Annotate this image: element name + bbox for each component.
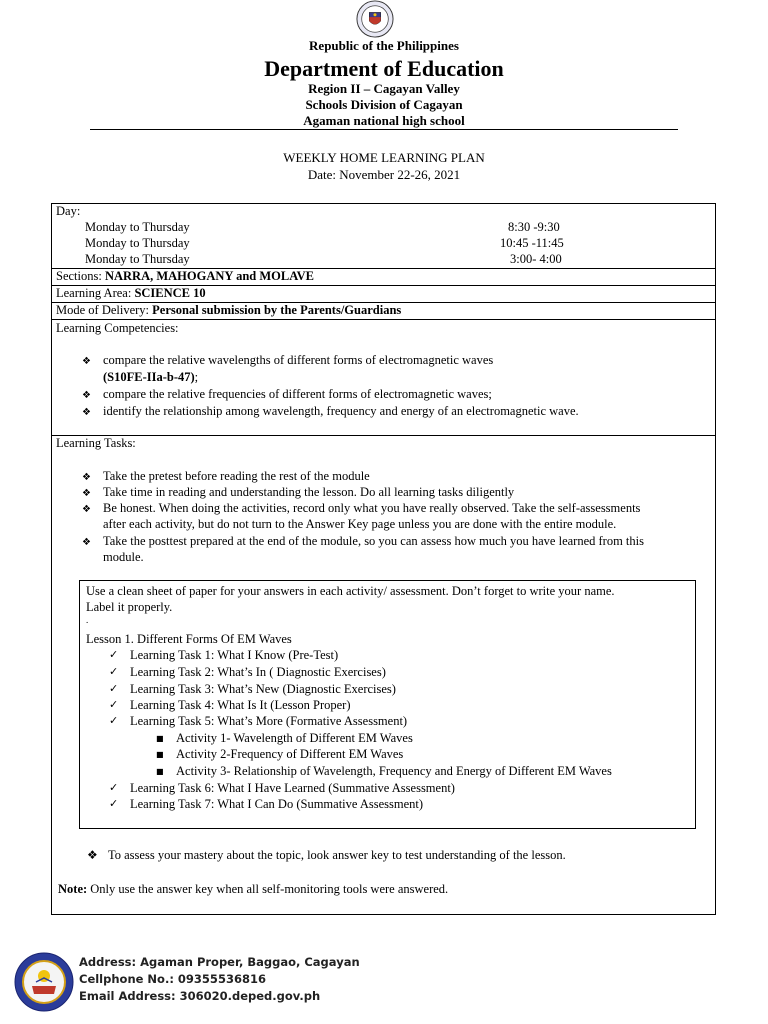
diamond-bullet-icon: ❖ [87, 848, 98, 862]
instructions-line: Use a clean sheet of paper for your answers in each activity/ assessment. Don’t forget to write your name. [86, 584, 615, 598]
learning-task-item: Learning Task 7: What I Can Do (Summative Assessment) [130, 797, 424, 811]
learning-area-label: Learning Area: [56, 286, 132, 300]
schedule-time: 10:45 -11:45 [500, 236, 564, 250]
schedule-day: Monday to Thursday [85, 220, 190, 234]
learning-task-item: Learning Task 5: What’s More (Formative Assessment) [130, 714, 408, 728]
footer-email: Email Address: 306020.deped.gov.ph [79, 989, 321, 1003]
competency-code-suffix: ; [194, 370, 199, 384]
footer-address: Address: Agaman Proper, Baggao, Cagayan [79, 955, 360, 969]
note-row [58, 881, 448, 897]
header-divider [90, 129, 678, 130]
diamond-bullet-icon: ❖ [82, 488, 91, 499]
sections-value: NARRA, MAHOGANY and MOLAVE [104, 269, 315, 283]
school-seal-icon [14, 952, 74, 1012]
competency-item: compare the relative frequencies of different forms of electromagnetic waves; [103, 387, 492, 401]
schedule-day: Monday to Thursday [85, 236, 190, 250]
task-item: Take the pretest before reading the rest of the module [103, 469, 370, 483]
delivery-row [56, 302, 401, 318]
checkmark-icon: ✓ [109, 648, 119, 661]
diamond-bullet-icon: ❖ [82, 504, 91, 515]
checkmark-icon: ✓ [109, 797, 119, 810]
schedule-time: 8:30 -9:30 [508, 220, 560, 234]
checkmark-icon: ✓ [109, 714, 119, 727]
delivery-value: Personal submission by the Parents/Guardians [152, 303, 402, 317]
learning-area-row [56, 285, 206, 301]
diamond-bullet-icon: ❖ [82, 390, 91, 401]
activity-item: Activity 3- Relationship of Wavelength, Frequency and Energy of Different EM Waves [176, 764, 612, 778]
learning-task-item: Learning Task 6: What I Have Learned (Summative Assessment) [130, 781, 455, 795]
lesson-title: Lesson 1. Different Forms Of EM Waves [86, 632, 292, 646]
task-item-continued: module. [103, 550, 144, 564]
learning-area-value: SCIENCE 10 [134, 286, 206, 300]
task-item: Take the posttest prepared at the end of the module, so you can assess how much you have learned from this [103, 534, 644, 548]
delivery-label: Mode of Delivery: [56, 303, 150, 317]
learning-task-item: Learning Task 3: What’s New (Diagnostic Exercises) [130, 682, 396, 696]
row-divider [51, 435, 716, 436]
learning-task-item: Learning Task 1: What I Know (Pre-Test) [130, 648, 339, 662]
mastery-text: To assess your mastery about the topic, look answer key to test understanding of the lesson. [108, 848, 566, 862]
republic-line: Republic of the Philippines [309, 38, 459, 53]
task-item: Be honest. When doing the activities, record only what you have really observed. Take the self-assessments [103, 501, 641, 515]
diamond-bullet-icon: ❖ [82, 407, 91, 418]
note-label: Note: [58, 882, 88, 896]
competency-item: compare the relative wavelengths of different forms of electromagnetic waves [103, 353, 494, 367]
learning-task-item: Learning Task 2: What’s In ( Diagnostic Exercises) [130, 665, 386, 679]
region-line: Region II – Cagayan Valley [308, 81, 460, 96]
diamond-bullet-icon: ❖ [82, 537, 91, 548]
plan-title: WEEKLY HOME LEARNING PLAN [283, 150, 485, 165]
tasks-label: Learning Tasks: [56, 436, 136, 450]
note-text: Only use the answer key when all self-monitoring tools were answered. [90, 882, 449, 896]
instructions-line: Label it properly. [86, 600, 173, 614]
activity-item: Activity 2-Frequency of Different EM Waves [176, 747, 404, 761]
instructions-dot: . [86, 615, 89, 625]
square-bullet-icon: ■ [156, 734, 164, 743]
sections-label: Sections: [56, 269, 102, 283]
school-line: Agaman national high school [303, 113, 465, 128]
checkmark-icon: ✓ [109, 665, 119, 678]
diamond-bullet-icon: ❖ [82, 472, 91, 483]
division-line: Schools Division of Cagayan [305, 97, 463, 112]
task-item: Take time in reading and understanding the lesson. Do all learning tasks diligently [103, 485, 515, 499]
diamond-bullet-icon: ❖ [82, 356, 91, 367]
square-bullet-icon: ■ [156, 767, 164, 776]
activity-item: Activity 1- Wavelength of Different EM Waves [176, 731, 413, 745]
checkmark-icon: ✓ [109, 781, 119, 794]
schedule-day: Monday to Thursday [85, 252, 190, 266]
schedule-time: 3:00- 4:00 [510, 252, 562, 266]
checkmark-icon: ✓ [109, 698, 119, 711]
deped-seal-icon [356, 0, 394, 38]
task-item-continued: after each activity, but do not turn to the Answer Key page unless you are done with the entire module. [103, 517, 617, 531]
day-label: Day: [56, 204, 81, 218]
department-title: Department of Education [264, 56, 504, 81]
learning-task-item: Learning Task 4: What Is It (Lesson Proper) [130, 698, 351, 712]
competency-code-row [103, 369, 198, 385]
plan-date: Date: November 22-26, 2021 [307, 167, 461, 182]
square-bullet-icon: ■ [156, 750, 164, 759]
checkmark-icon: ✓ [109, 682, 119, 695]
footer-phone: Cellphone No.: 09355536816 [79, 972, 266, 986]
sections-row [56, 268, 314, 284]
competency-item: identify the relationship among wavelength, frequency and energy of an electromagnetic wave. [103, 404, 579, 418]
competency-code: (S10FE-IIa-b-47) [103, 370, 195, 384]
competencies-label: Learning Competencies: [56, 321, 179, 335]
